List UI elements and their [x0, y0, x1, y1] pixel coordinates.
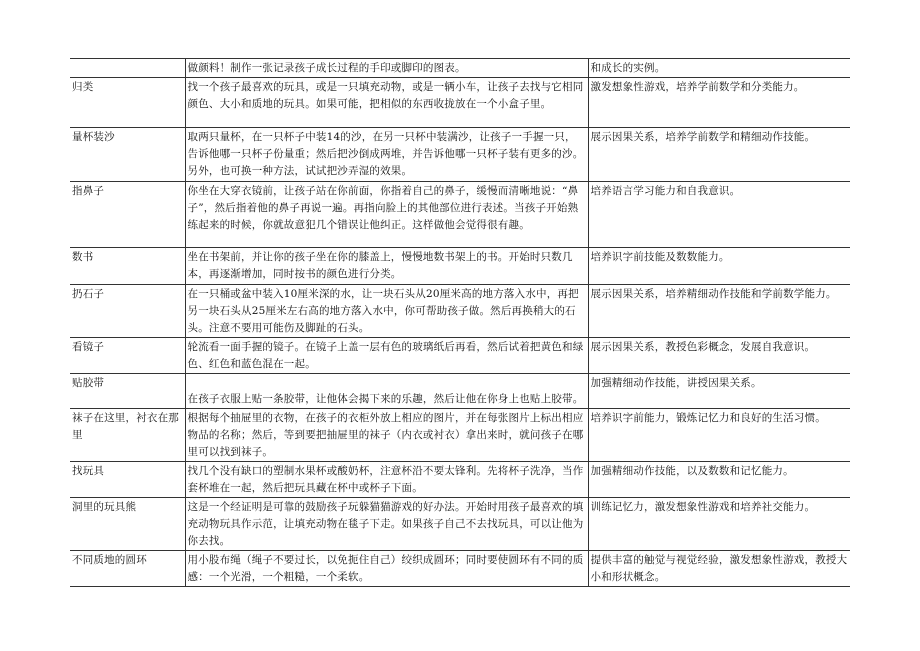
activity-purpose-cell: 激发想象性游戏，培养学前数学和分类能力。 — [588, 78, 850, 128]
activity-name-cell: 指鼻子 — [70, 182, 185, 248]
activity-name-cell: 贴胶带 — [70, 374, 185, 409]
activity-method-cell: 找几个没有缺口的塑制水果杯或酸奶杯，注意杯沿不要太锋利。先将杯子洗净，当作套杯堆在一起，然后把玩具藏在杯中或杯子下面。 — [185, 462, 588, 498]
table-row — [70, 338, 850, 374]
activity-method-cell: 找一个孩子最喜欢的玩具，或是一只填充动物，或是一辆小车，让孩子去找与它相同颜色、大小和质地的玩具。如果可能，把相似的东西收拢放在一个小盒子里。 — [185, 78, 588, 128]
table-row — [70, 59, 850, 78]
table-row — [70, 551, 850, 587]
activity-purpose-cell: 提供丰富的触觉与视觉经验，激发想象性游戏，教授大小和形状概念。 — [588, 551, 850, 587]
table-row — [70, 498, 850, 551]
activity-name-cell: 不同质地的圆环 — [70, 551, 185, 587]
activity-name-cell: 数书 — [70, 248, 185, 285]
activity-method-cell: 坐在书架前，并让你的孩子坐在你的膝盖上，慢慢地数书架上的书。开始时只数几本，再逐渐增加，同时按书的颜色进行分类。 — [185, 248, 588, 285]
activity-purpose-cell: 培养识字前能力，锻炼记忆力和良好的生活习惯。 — [588, 409, 850, 462]
activity-method-cell: 用小股布绳（绳子不要过长，以免扼住自己）绞织成圆环；同时要使圆环有不同的质感：一个光滑，一个粗糙，一个柔软。 — [185, 551, 588, 587]
activity-name-cell: 洞里的玩具熊 — [70, 498, 185, 551]
table-row — [70, 182, 850, 248]
table-row — [70, 285, 850, 338]
activity-purpose-cell: 加强精细动作技能，讲授因果关系。 — [588, 374, 850, 409]
table-row — [70, 128, 850, 182]
activity-table — [70, 58, 850, 587]
activity-method-cell: 你坐在大穿衣镜前，让孩子站在你前面，你指着自己的鼻子，缓慢而清晰地说：“鼻子”，然后指着他的鼻子再说一遍。再指向脸上的其他部位进行表述。当孩子开始熟练起来的时候，你就故意犯几个错误让他纠正。这样做他会觉得很有趣。 — [185, 182, 588, 248]
activity-purpose-cell: 和成长的实例。 — [588, 59, 850, 78]
activity-purpose-cell: 展示因果关系，教授色彩概念，发展自我意识。 — [588, 338, 850, 374]
activity-purpose-cell: 培养语言学习能力和自我意识。 — [588, 182, 850, 248]
activity-name-cell — [70, 59, 185, 78]
activity-method-cell: 在一只桶或盆中装入10厘米深的水，让一块石头从20厘米高的地方落入水中，再把另一块石头从25厘米左右高的地方落入水中，你可帮助孩子做。然后再换稍大的石头。注意不要用可能伤及脚趾的石头。 — [185, 285, 588, 338]
activity-purpose-cell: 展示因果关系，培养学前数学和精细动作技能。 — [588, 128, 850, 182]
table-row — [70, 374, 850, 409]
activity-method-cell: 轮流看一面手握的镜子。在镜子上盖一层有色的玻璃纸后再看，然后试着把黄色和绿色、红色和蓝色混在一起。 — [185, 338, 588, 374]
activity-name-cell: 量杯装沙 — [70, 128, 185, 182]
table-row — [70, 78, 850, 128]
activity-method-cell: 在孩子衣服上贴一条胶带，让他体会揭下来的乐趣，然后让他在你身上也贴上胶带。 — [185, 374, 588, 409]
activity-purpose-cell: 培养识字前技能及数数能力。 — [588, 248, 850, 285]
table-row — [70, 248, 850, 285]
activity-name-cell: 袜子在这里，衬衣在那里 — [70, 409, 185, 462]
table-row — [70, 462, 850, 498]
activity-name-cell: 看镜子 — [70, 338, 185, 374]
table-row — [70, 409, 850, 462]
activity-name-cell: 归类 — [70, 78, 185, 128]
activity-method-cell: 做颜料！制作一张记录孩子成长过程的手印或脚印的图表。 — [185, 59, 588, 78]
activity-name-cell: 找玩具 — [70, 462, 185, 498]
activity-method-cell: 取两只量杯，在一只杯子中装14的沙，在另一只杯中装满沙，让孩子一手握一只，告诉他哪一只杯子份量重；然后把沙倒成两堆，并告诉他哪一只杯子装有更多的沙。另外，也可换一种方法，试试把沙弄湿的效果。 — [185, 128, 588, 182]
activity-purpose-cell: 加强精细动作技能，以及数数和记忆能力。 — [588, 462, 850, 498]
activity-purpose-cell: 展示因果关系，培养精细动作技能和学前数学能力。 — [588, 285, 850, 338]
activity-name-cell: 扔石子 — [70, 285, 185, 338]
activity-method-cell: 这是一个经证明是可靠的鼓励孩子玩躲猫猫游戏的好办法。开始时用孩子最喜欢的填充动物玩具作示范，让填充动物在毯子下走。如果孩子自己不去找玩具，可以让他为你去找。 — [185, 498, 588, 551]
activity-method-cell: 根据每个抽屉里的衣物，在孩子的衣柜外放上相应的图片，并在每张图片上标出相应物品的名称；然后，等到要把抽屉里的袜子（内衣或衬衣）拿出来时，就问孩子在哪里可以找到袜子。 — [185, 409, 588, 462]
activity-purpose-cell: 训练记忆力，激发想象性游戏和培养社交能力。 — [588, 498, 850, 551]
